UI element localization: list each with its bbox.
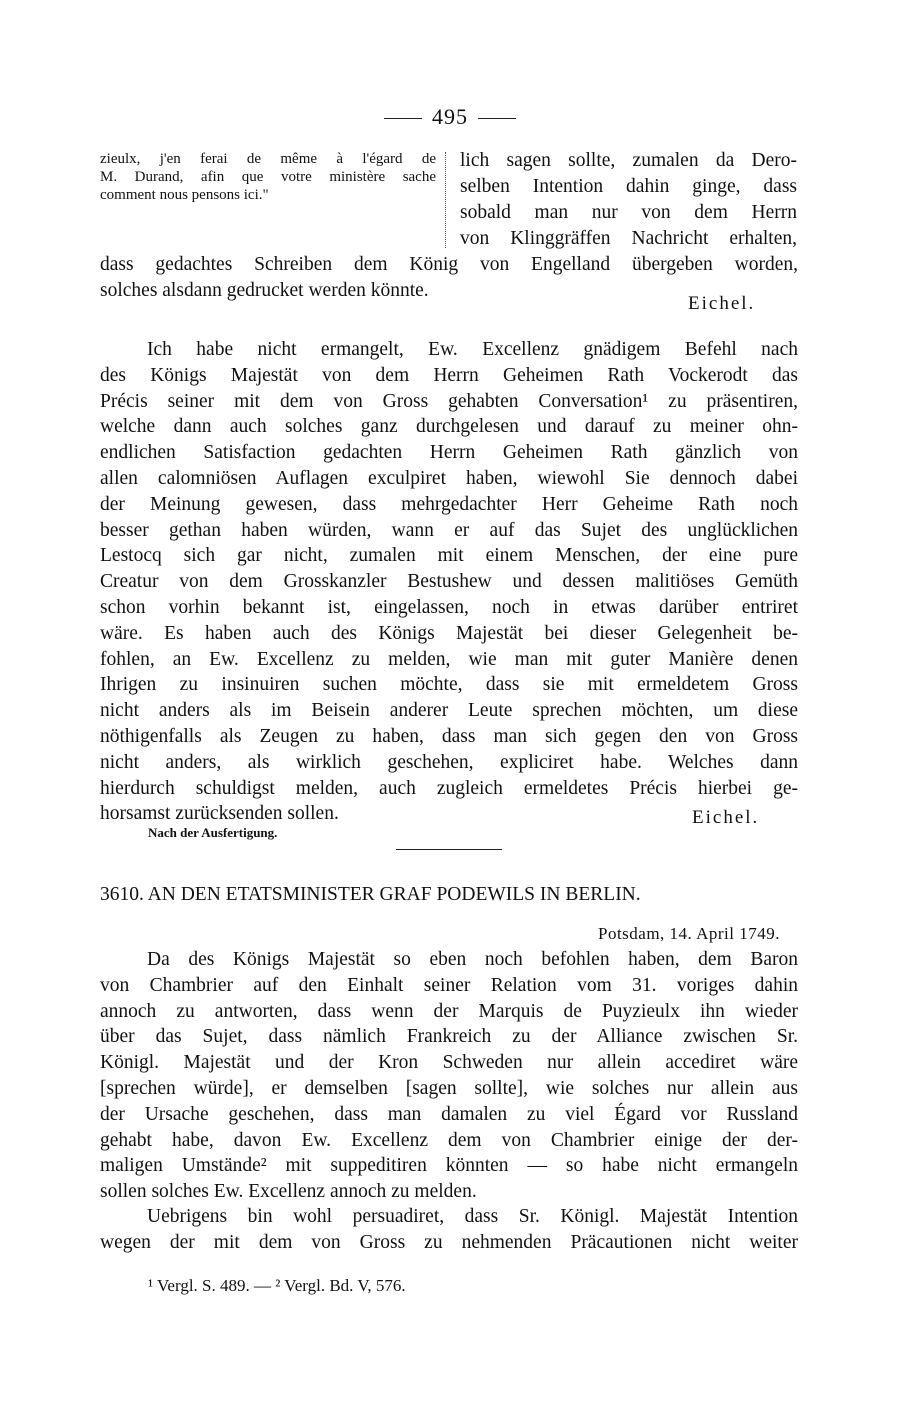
paragraph-line: sollen solches Ew. Excellenz annoch zu melden.: [100, 1181, 477, 1203]
paragraph-line: nicht anders, als wirklich geschehen, expliciret habe. Welches dann: [100, 751, 798, 773]
paragraph-line: gehabt habe, davon Ew. Excellenz dem von Chambrier einige der der-: [100, 1129, 798, 1151]
paragraph-line: des Königs Majestät von dem Herrn Geheimen Rath Vockerodt das: [100, 364, 798, 386]
paragraph-line: nöthigenfalls als Zeugen zu haben, dass man sich gegen den von Gross: [100, 725, 798, 747]
paragraph-line: Lestocq sich gar nicht, zumalen mit einem Menschen, der eine pure: [100, 545, 798, 567]
dateline: Potsdam, 14. April 1749.: [597, 924, 780, 943]
paragraph-line: welche dann auch solches ganz durchgelesen und darauf zu meiner ohn-: [100, 416, 798, 438]
paragraph-line: [sprechen würde], er demselben [sagen sollte], wie solches nur allein aus: [100, 1077, 798, 1099]
left-column-french: [100, 150, 436, 204]
paragraph-line: wegen der mit dem von Gross zu nehmenden Präcautionen nicht weiter: [100, 1231, 798, 1253]
paragraph-line: wäre. Es haben auch des Königs Majestät bei dieser Gelegenheit be-: [100, 622, 798, 644]
paragraph-line: der Ursache geschehen, dass man damalen zu viel Égard vor Russland: [100, 1103, 798, 1125]
continuation-line: dass gedachtes Schreiben dem König von Engelland übergeben worden,: [100, 254, 798, 275]
paragraph-line: allen calomniösen Auflagen exculpiret haben, wiewohl Sie dennoch dabei: [100, 467, 798, 489]
page-number-dash-left: [384, 118, 422, 119]
paragraph-line: Creatur von dem Grosskanzler Bestushew und dessen malitiöses Gemüth: [100, 571, 798, 593]
page-number-text: 495: [432, 104, 468, 129]
column-divider: [445, 152, 446, 248]
paragraph-line: horsamst zurücksenden sollen.: [100, 803, 339, 825]
section-rule: [396, 849, 502, 850]
paragraph-vockerodt: [100, 337, 798, 827]
letter-heading: 3610. AN DEN ETATSMINISTER GRAF PODEWILS IN BERLIN.: [100, 884, 641, 905]
source-note: Nach der Ausfertigung.: [148, 825, 278, 840]
paragraph-line: Königl. Majestät und der Kron Schweden nur allein accediret wäre: [100, 1052, 798, 1074]
paragraph-line: der Meinung gewesen, dass mehrgedachter Herr Geheime Rath noch: [100, 493, 798, 515]
paragraph-line: über das Sujet, dass nämlich Frankreich zu der Alliance zwischen Sr.: [100, 1026, 798, 1048]
left-column-line: comment nous pensons ici.": [100, 187, 269, 203]
paragraph-line: maligen Umstände² mit suppeditiren könnten — so habe nicht ermangeln: [100, 1155, 798, 1177]
page-number-dash-right: [478, 118, 516, 119]
paragraph-line: besser gethan haben würden, wann er auf das Sujet des unglücklichen: [100, 519, 798, 541]
signature-eichel-1: Eichel.: [688, 293, 756, 314]
signature-eichel-2: Eichel.: [692, 807, 760, 828]
paragraph-line: Uebrigens bin wohl persuadiret, dass Sr. Königl. Majestät Intention: [147, 1206, 798, 1227]
footnotes: ¹ Vergl. S. 489. — ² Vergl. Bd. V, 576.: [148, 1276, 406, 1295]
paragraph-line: endlichen Satisfaction gedachten Herrn Geheimen Rath gänzlich von: [100, 442, 798, 464]
paragraph-line: Précis seiner mit dem von Gross gehabten Conversation¹ zu präsentiren,: [100, 390, 798, 412]
paragraph-line: Ich habe nicht ermangelt, Ew. Excellenz gnädigem Befehl nach: [147, 339, 798, 360]
paragraph-line: Ihrigen zu insinuiren suchen möchte, dass sie mit ermeldetem Gross: [100, 674, 798, 696]
right-column-german: [460, 148, 797, 252]
page-number: [0, 104, 900, 130]
paragraph-line: annoch zu antworten, dass wenn der Marquis de Puyzieulx ihn wieder: [100, 1000, 798, 1022]
paragraph-persuadiret: [100, 1204, 798, 1256]
continuation-line: solches alsdann gedrucket werden könnte.: [100, 279, 429, 301]
right-column-line: von Klinggräffen Nachricht erhalten,: [460, 228, 797, 249]
left-column-line: M. Durand, afin que votre ministère sache: [100, 169, 436, 185]
paragraph-line: von Chambrier auf den Einhalt seiner Relation vom 31. voriges dahin: [100, 974, 798, 996]
paragraph-line: fohlen, an Ew. Excellenz zu melden, wie man mit guter Manière denen: [100, 648, 798, 670]
paragraph-line: Da des Königs Majestät so eben noch befohlen haben, dem Baron: [147, 949, 798, 970]
right-column-line: selben Intention dahin ginge, dass: [460, 176, 797, 197]
paragraph-line: schon vorhin bekannt ist, eingelassen, noch in etwas darüber entriret: [100, 596, 798, 618]
right-column-line: sobald man nur von dem Herrn: [460, 202, 797, 223]
paragraph-line: nicht anders als im Beisein anderer Leute sprechen möchten, um diese: [100, 700, 798, 722]
paragraph-line: hierdurch schuldigst melden, auch zugleich ermeldetes Précis hierbei ge-: [100, 777, 798, 799]
left-column-line: zieulx, j'en ferai de même à l'égard de: [100, 151, 436, 167]
paragraph-chambrier: [100, 947, 798, 1205]
right-column-line: lich sagen sollte, zumalen da Dero-: [460, 150, 797, 171]
